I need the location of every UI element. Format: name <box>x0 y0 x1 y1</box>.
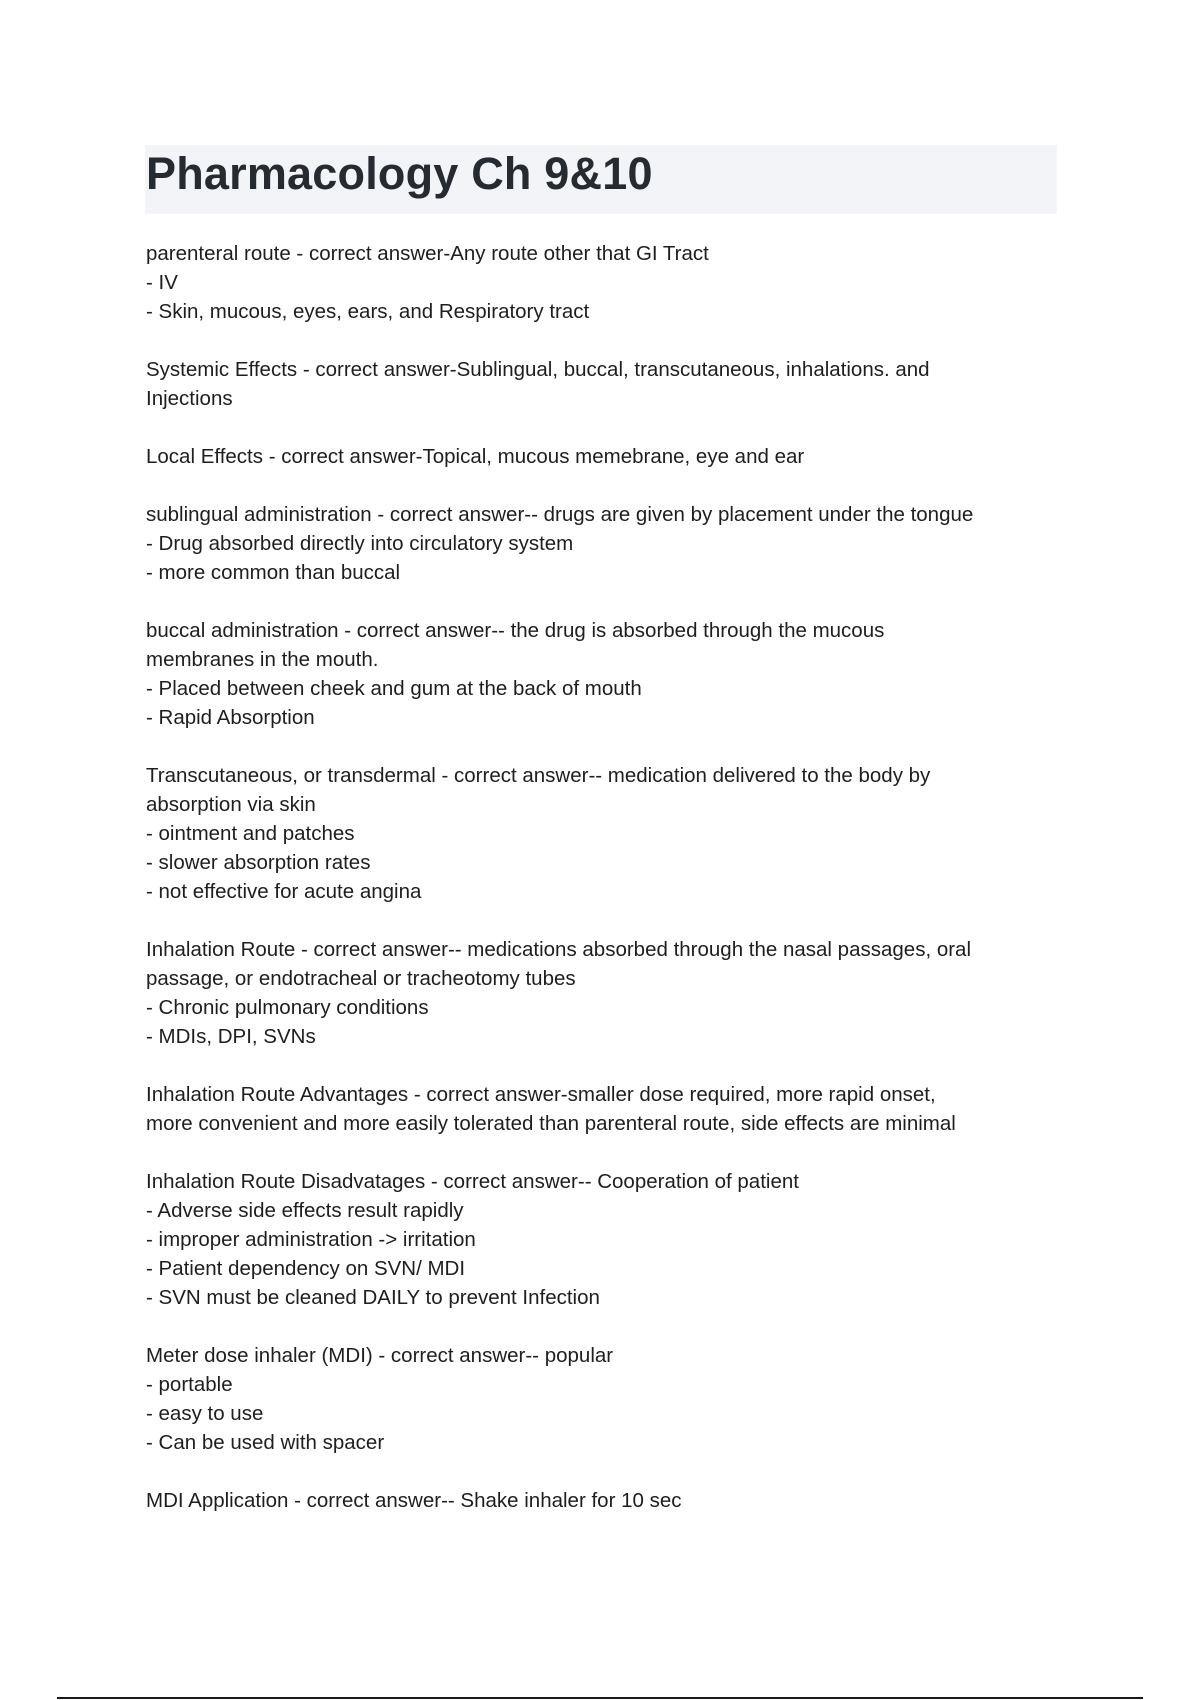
entry-answer-line: - easy to use <box>146 1402 264 1425</box>
entry-question-line: Systemic Effects - correct answer-Sublingual, buccal, transcutaneous, inhalations. and <box>146 358 930 381</box>
entry-question-line: Inhalation Route Advantages - correct answer-smaller dose required, more rapid onset, <box>146 1083 936 1106</box>
entry-answer-line: absorption via skin <box>146 793 316 816</box>
entry-question-line: Inhalation Route Disadvatages - correct answer-- Cooperation of patient <box>146 1170 799 1193</box>
qa-entry <box>146 239 1051 326</box>
qa-entry <box>146 616 1051 732</box>
qa-entry <box>146 935 1051 1051</box>
entry-question-line: Inhalation Route - correct answer-- medications absorbed through the nasal passages, oral <box>146 938 972 961</box>
qa-entry <box>146 355 1051 413</box>
entry-answer-line: - Drug absorbed directly into circulatory system <box>146 532 574 555</box>
entry-answer-line: - Skin, mucous, eyes, ears, and Respiratory tract <box>146 300 590 323</box>
entry-answer-line: - Rapid Absorption <box>146 706 315 729</box>
entry-answer-line: - IV <box>146 271 178 294</box>
qa-entry <box>146 1080 1051 1138</box>
entry-question-line: Local Effects - correct answer-Topical, mucous memebrane, eye and ear <box>146 445 805 468</box>
footer-divider <box>57 1697 1143 1699</box>
entry-answer-line: - Can be used with spacer <box>146 1431 385 1454</box>
entry-answer-line: - improper administration -> irritation <box>146 1228 476 1251</box>
page-title: Pharmacology Ch 9&10 <box>146 148 653 199</box>
entry-question-line: Meter dose inhaler (MDI) - correct answer-- popular <box>146 1344 614 1367</box>
qa-entry <box>146 1341 1051 1457</box>
entry-answer-line: - ointment and patches <box>146 822 355 845</box>
entry-question-line: buccal administration - correct answer-- the drug is absorbed through the mucous <box>146 619 885 642</box>
entry-answer-line: - more common than buccal <box>146 561 401 584</box>
entry-answer-line: - Adverse side effects result rapidly <box>146 1199 464 1222</box>
entry-answer-line: - Patient dependency on SVN/ MDI <box>146 1257 466 1280</box>
entry-answer-line: - portable <box>146 1373 233 1396</box>
entry-answer-line: - not effective for acute angina <box>146 880 422 903</box>
qa-entry <box>146 442 1051 471</box>
entry-answer-line: - Chronic pulmonary conditions <box>146 996 429 1019</box>
qa-entry <box>146 500 1051 587</box>
entry-answer-line: - SVN must be cleaned DAILY to prevent Infection <box>146 1286 600 1309</box>
qa-entry <box>146 1167 1051 1312</box>
entry-answer-line: membranes in the mouth. <box>146 648 379 671</box>
entry-question-line: sublingual administration - correct answer-- drugs are given by placement under the tongue <box>146 503 974 526</box>
qa-entry <box>146 761 1051 906</box>
entry-answer-line: Injections <box>146 387 233 410</box>
entry-answer-line: - MDIs, DPI, SVNs <box>146 1025 316 1048</box>
entry-answer-line: more convenient and more easily tolerated than parenteral route, side effects are minimal <box>146 1112 956 1135</box>
entry-answer-line: - slower absorption rates <box>146 851 371 874</box>
entry-answer-line: passage, or endotracheal or tracheotomy tubes <box>146 967 576 990</box>
entry-question-line: Transcutaneous, or transdermal - correct answer-- medication delivered to the body by <box>146 764 931 787</box>
entry-question-line: parenteral route - correct answer-Any route other that GI Tract <box>146 242 709 265</box>
document-body <box>146 239 1051 1544</box>
entry-answer-line: - Placed between cheek and gum at the back of mouth <box>146 677 642 700</box>
entry-question-line: MDI Application - correct answer-- Shake inhaler for 10 sec <box>146 1489 682 1512</box>
qa-entry <box>146 1486 1051 1515</box>
